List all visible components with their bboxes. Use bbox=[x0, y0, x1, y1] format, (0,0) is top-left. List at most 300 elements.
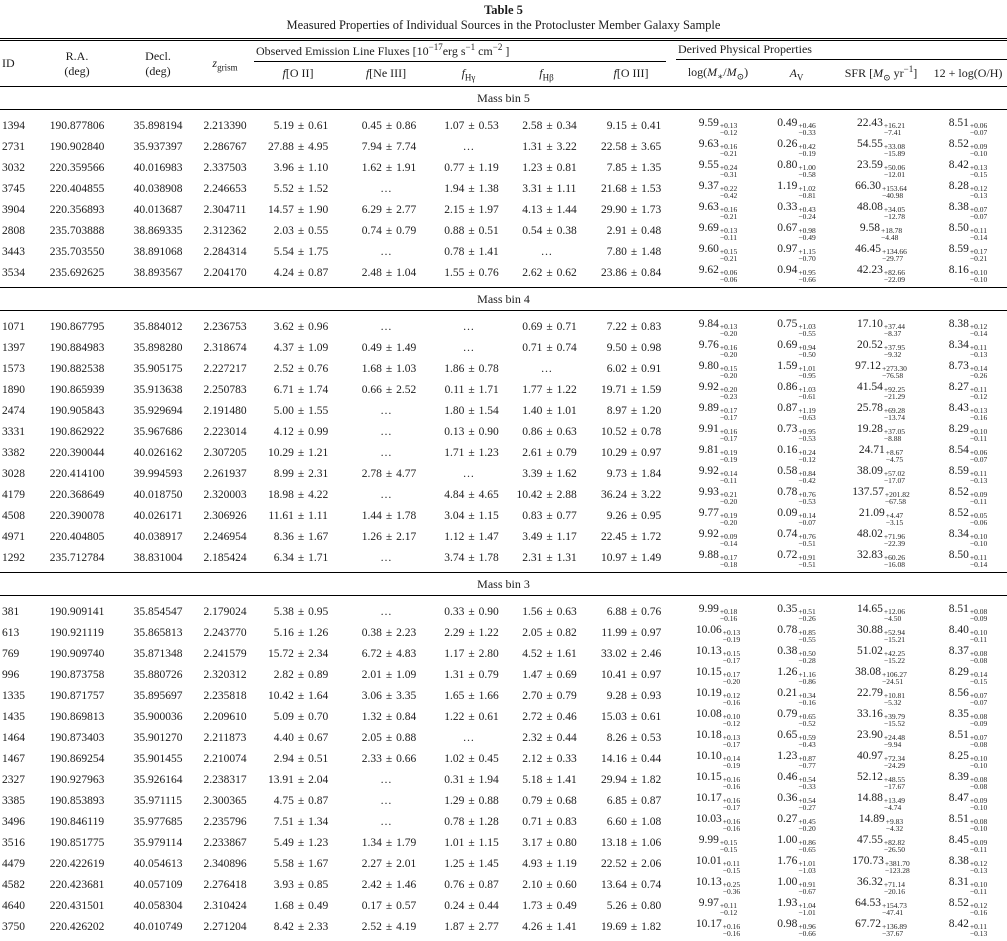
cell-dec: 35.977685 bbox=[133, 815, 183, 828]
cell-av: 1.23 +0.87 −0.77 bbox=[777, 750, 816, 771]
cell-f-oii: 3.96 ± 1.10 bbox=[273, 161, 329, 174]
cell-logmass: 9.93 +0.21 −0.20 bbox=[698, 486, 738, 507]
cell-av: 0.49 +0.46 −0.33 bbox=[777, 117, 816, 138]
cell-f-neiii: 1.68 ± 1.03 bbox=[361, 362, 417, 375]
cell-dec: 35.926164 bbox=[133, 773, 183, 786]
cell-sfr: 30.88 +52.94 −15.21 bbox=[857, 624, 905, 645]
cell-f-oiii: 5.26 ± 0.80 bbox=[606, 899, 662, 912]
cell-zgrism: 2.235796 bbox=[203, 815, 247, 828]
cell-f-oii: 27.88 ± 4.95 bbox=[267, 140, 329, 153]
cell-f-hgamma: 0.33 ± 0.90 bbox=[444, 605, 499, 618]
cell-sfr: 38.08 +106.27 −24.51 bbox=[855, 666, 907, 687]
cell-id: 3382 bbox=[2, 446, 25, 459]
table-row bbox=[0, 895, 1007, 916]
cell-ra: 190.873758 bbox=[49, 668, 105, 681]
cell-zgrism: 2.179024 bbox=[203, 605, 247, 618]
cell-id: 1292 bbox=[2, 551, 25, 564]
cell-dec: 40.026171 bbox=[133, 509, 183, 522]
cell-f-neiii: 6.29 ± 2.77 bbox=[361, 203, 417, 216]
col-header-id: ID bbox=[0, 40, 34, 87]
derived-group-header: Derived Physical Properties bbox=[676, 40, 1007, 63]
cell-sfr: 22.79 +10.81 −5.32 bbox=[857, 687, 905, 708]
cell-dec: 35.979114 bbox=[133, 836, 183, 849]
cell-f-oiii: 10.52 ± 0.78 bbox=[600, 425, 662, 438]
cell-id: 2474 bbox=[2, 404, 25, 417]
cell-f-oiii: 7.80 ± 1.48 bbox=[606, 245, 662, 258]
cell-ra: 190.873403 bbox=[49, 731, 105, 744]
cell-f-hbeta: 1.77 ± 1.22 bbox=[522, 383, 577, 396]
cell-logmass: 9.91 +0.16 −0.17 bbox=[698, 423, 738, 444]
cell-metallicity: 8.29 +0.10 −0.11 bbox=[948, 423, 988, 444]
cell-f-oiii: 7.22 ± 0.83 bbox=[606, 320, 662, 333]
cell-id: 3904 bbox=[2, 203, 25, 216]
cell-f-neiii: … bbox=[380, 446, 392, 459]
cell-f-hgamma: … bbox=[462, 140, 475, 153]
cell-f-hbeta: 2.12 ± 0.33 bbox=[522, 752, 577, 765]
cell-id: 4971 bbox=[2, 530, 25, 543]
cell-dec: 40.038917 bbox=[133, 530, 183, 543]
cell-zgrism: 2.210074 bbox=[203, 752, 247, 765]
cell-sfr: 41.54 +92.25 −21.29 bbox=[857, 381, 905, 402]
cell-f-oii: 5.54 ± 1.75 bbox=[273, 245, 329, 258]
cell-f-hgamma: 0.31 ± 1.94 bbox=[444, 773, 499, 786]
cell-f-oii: 6.71 ± 1.74 bbox=[273, 383, 329, 396]
cell-ra: 190.877806 bbox=[49, 119, 105, 132]
cell-logmass: 9.77 +0.19 −0.20 bbox=[698, 507, 738, 528]
cell-f-oiii: 19.69 ± 1.82 bbox=[600, 920, 662, 933]
cell-dec: 35.913638 bbox=[133, 383, 183, 396]
cell-id: 2327 bbox=[2, 773, 25, 786]
cell-f-oii: 6.34 ± 1.71 bbox=[273, 551, 329, 564]
table-row bbox=[0, 157, 1007, 178]
cell-f-oii: 13.91 ± 2.04 bbox=[267, 773, 329, 786]
cell-ra: 190.909740 bbox=[49, 647, 105, 660]
cell-sfr: 20.52 +37.95 −9.32 bbox=[857, 339, 905, 360]
cell-zgrism: 2.307205 bbox=[203, 446, 247, 459]
cell-metallicity: 8.25 +0.10 −0.10 bbox=[948, 750, 988, 771]
table-row bbox=[0, 220, 1007, 241]
cell-f-oii: 3.62 ± 0.96 bbox=[273, 320, 329, 333]
cell-f-oiii: 2.91 ± 0.48 bbox=[606, 224, 662, 237]
cell-metallicity: 8.51 +0.08 −0.09 bbox=[948, 603, 988, 624]
cell-f-oiii: 8.97 ± 1.20 bbox=[606, 404, 662, 417]
col-header-zgrism: $z_{grism}$ bbox=[196, 40, 254, 87]
cell-f-oii: 4.24 ± 0.87 bbox=[273, 266, 329, 279]
cell-f-neiii: 0.74 ± 0.79 bbox=[361, 224, 417, 237]
cell-dec: 40.016983 bbox=[133, 161, 183, 174]
cell-id: 381 bbox=[2, 605, 20, 618]
cell-av: 0.38 +0.50 −0.28 bbox=[777, 645, 816, 666]
cell-zgrism: 2.340896 bbox=[203, 857, 247, 870]
cell-metallicity: 8.38 +0.12 −0.14 bbox=[948, 318, 988, 339]
cell-sfr: 137.57 +201.82 −67.58 bbox=[852, 486, 910, 507]
cell-zgrism: 2.320312 bbox=[203, 668, 247, 681]
cell-logmass: 9.99 +0.15 −0.15 bbox=[698, 834, 738, 855]
cell-f-hbeta: 2.70 ± 0.79 bbox=[522, 689, 577, 702]
cell-metallicity: 8.52 +0.05 −0.06 bbox=[948, 507, 988, 528]
cell-metallicity: 8.34 +0.10 −0.10 bbox=[948, 528, 988, 549]
cell-sfr: 23.90 +24.48 −9.94 bbox=[857, 729, 905, 750]
cell-logmass: 9.37 +0.22 −0.42 bbox=[698, 180, 738, 201]
cell-metallicity: 8.51 +0.06 −0.07 bbox=[948, 117, 988, 138]
cell-f-oiii: 6.88 ± 0.76 bbox=[606, 605, 662, 618]
cell-zgrism: 2.227217 bbox=[203, 362, 247, 375]
cell-zgrism: 2.204170 bbox=[203, 266, 247, 279]
cell-metallicity: 8.37 +0.08 −0.08 bbox=[948, 645, 988, 666]
cell-f-oii: 5.00 ± 1.55 bbox=[273, 404, 329, 417]
cell-ra: 220.431501 bbox=[49, 899, 105, 912]
cell-f-oiii: 6.60 ± 1.08 bbox=[606, 815, 662, 828]
cell-sfr: 14.65 +12.06 −4.50 bbox=[857, 603, 905, 624]
cell-f-hgamma: 0.11 ± 1.71 bbox=[444, 383, 499, 396]
cell-logmass: 9.97 +0.11 −0.12 bbox=[698, 897, 738, 918]
cell-f-oiii: 9.50 ± 0.98 bbox=[606, 341, 662, 354]
cell-ra: 220.414100 bbox=[49, 467, 105, 480]
cell-f-oii: 11.61 ± 1.11 bbox=[268, 509, 328, 522]
cell-f-hgamma: 0.13 ± 0.90 bbox=[444, 425, 499, 438]
cell-f-neiii: 2.48 ± 1.04 bbox=[361, 266, 417, 279]
cell-metallicity: 8.35 +0.08 −0.09 bbox=[948, 708, 988, 729]
cell-logmass: 10.13 +0.25 −0.36 bbox=[695, 876, 741, 897]
table-row bbox=[0, 400, 1007, 421]
cell-f-neiii: … bbox=[380, 182, 392, 195]
cell-f-neiii: … bbox=[380, 320, 392, 333]
cell-f-neiii: 0.38 ± 2.23 bbox=[361, 626, 417, 639]
cell-av: 0.97 +1.15 −0.70 bbox=[777, 243, 816, 264]
table-row bbox=[0, 337, 1007, 358]
cell-f-hbeta: 2.05 ± 0.82 bbox=[522, 626, 577, 639]
section-label: Mass bin 4 bbox=[0, 288, 1007, 311]
section-label: Mass bin 3 bbox=[0, 573, 1007, 596]
cell-logmass: 9.69 +0.13 −0.11 bbox=[698, 222, 738, 243]
cell-av: 0.78 +0.85 −0.55 bbox=[777, 624, 816, 645]
table-header bbox=[0, 40, 1007, 87]
table-row bbox=[0, 136, 1007, 157]
table-caption: Measured Properties of Individual Sources in the Protocluster Member Galaxy Sample bbox=[286, 18, 721, 32]
cell-logmass: 9.84 +0.13 −0.20 bbox=[698, 318, 738, 339]
cell-ra: 190.905843 bbox=[49, 404, 105, 417]
cell-f-oii: 4.75 ± 0.87 bbox=[273, 794, 329, 807]
cell-f-hbeta: 1.40 ± 1.01 bbox=[522, 404, 577, 417]
cell-id: 1890 bbox=[2, 383, 25, 396]
cell-f-hgamma: 0.24 ± 0.44 bbox=[444, 899, 499, 912]
cell-zgrism: 2.271204 bbox=[203, 920, 247, 933]
cell-f-hbeta: 10.42 ± 2.88 bbox=[516, 488, 577, 501]
cell-f-oiii: 11.99 ± 0.97 bbox=[601, 626, 662, 639]
cell-dec: 35.884012 bbox=[133, 320, 183, 333]
col-header-metallicity: 12 + log(O/H) bbox=[929, 62, 1007, 87]
cell-av: 0.16 +0.24 −0.12 bbox=[777, 444, 816, 465]
cell-id: 996 bbox=[2, 668, 20, 681]
flux-group-header: Observed Emission Line Fluxes [$10^{-17}erg$ $s^{-1}$ $cm^{-2}$ ] bbox=[254, 40, 676, 63]
cell-f-neiii: 1.32 ± 0.84 bbox=[361, 710, 417, 723]
cell-f-hbeta: 5.18 ± 1.41 bbox=[522, 773, 577, 786]
cell-sfr: 42.23 +82.66 −22.09 bbox=[857, 264, 905, 285]
cell-dec: 35.895697 bbox=[133, 689, 183, 702]
cell-av: 0.98 +0.96 −0.66 bbox=[777, 918, 816, 939]
cell-ra: 220.404855 bbox=[49, 182, 105, 195]
cell-f-hgamma: 2.29 ± 1.22 bbox=[444, 626, 499, 639]
cell-av: 0.67 +0.98 −0.49 bbox=[777, 222, 816, 243]
cell-id: 4640 bbox=[2, 899, 25, 912]
cell-zgrism: 2.320003 bbox=[203, 488, 247, 501]
cell-dec: 38.869335 bbox=[133, 224, 183, 237]
cell-id: 3516 bbox=[2, 836, 25, 849]
col-header-sfr: SFR [$M_⊙$ $yr^{-1}$] bbox=[833, 62, 929, 87]
cell-ra: 190.865939 bbox=[49, 383, 105, 396]
cell-metallicity: 8.43 +0.13 −0.16 bbox=[948, 402, 988, 423]
cell-zgrism: 2.304711 bbox=[203, 203, 247, 216]
cell-av: 1.19 +1.02 −0.81 bbox=[777, 180, 816, 201]
cell-dec: 39.994593 bbox=[133, 467, 183, 480]
cell-f-neiii: 2.01 ± 1.09 bbox=[361, 668, 417, 681]
table-row bbox=[0, 199, 1007, 220]
cell-dec: 40.026162 bbox=[133, 446, 183, 459]
cell-id: 1435 bbox=[2, 710, 25, 723]
cell-f-hbeta: 1.56 ± 0.63 bbox=[522, 605, 577, 618]
table-row bbox=[0, 358, 1007, 379]
cell-logmass: 9.63 +0.16 −0.21 bbox=[698, 201, 738, 222]
cell-id: 1335 bbox=[2, 689, 25, 702]
cell-f-oii: 4.40 ± 0.67 bbox=[273, 731, 329, 744]
cell-f-neiii: … bbox=[380, 773, 392, 786]
cell-f-neiii: 2.27 ± 2.01 bbox=[361, 857, 417, 870]
cell-sfr: 19.28 +37.05 −8.88 bbox=[857, 423, 905, 444]
cell-f-hgamma: 1.55 ± 0.76 bbox=[444, 266, 499, 279]
cell-dec: 35.854547 bbox=[133, 605, 183, 618]
cell-logmass: 10.17 +0.16 −0.16 bbox=[695, 918, 741, 939]
cell-f-oiii: 36.24 ± 3.22 bbox=[600, 488, 662, 501]
cell-f-hgamma: 1.94 ± 1.38 bbox=[444, 182, 499, 195]
table-row bbox=[0, 685, 1007, 706]
cell-f-neiii: … bbox=[380, 605, 392, 618]
cell-ra: 190.884983 bbox=[49, 341, 105, 354]
cell-f-hbeta: 0.69 ± 0.71 bbox=[522, 320, 577, 333]
cell-av: 0.73 +0.95 −0.53 bbox=[777, 423, 816, 444]
cell-logmass: 10.18 +0.13 −0.17 bbox=[695, 729, 741, 750]
cell-f-hbeta: 4.13 ± 1.44 bbox=[522, 203, 577, 216]
cell-zgrism: 2.243770 bbox=[203, 626, 247, 639]
cell-f-hbeta: 3.49 ± 1.17 bbox=[522, 530, 577, 543]
cell-f-neiii: … bbox=[380, 815, 392, 828]
cell-f-oiii: 13.64 ± 0.74 bbox=[600, 878, 662, 891]
cell-zgrism: 2.310424 bbox=[203, 899, 247, 912]
cell-zgrism: 2.233867 bbox=[203, 836, 247, 849]
table-row bbox=[0, 505, 1007, 526]
cell-f-neiii: … bbox=[380, 245, 392, 258]
cell-id: 3385 bbox=[2, 794, 25, 807]
cell-id: 4479 bbox=[2, 857, 25, 870]
cell-logmass: 9.60 +0.15 −0.21 bbox=[698, 243, 738, 264]
cell-f-neiii: 2.05 ± 0.88 bbox=[361, 731, 417, 744]
group-header-row bbox=[0, 40, 1007, 63]
cell-f-oiii: 6.02 ± 0.91 bbox=[606, 362, 662, 375]
cell-sfr: 64.53 +154.73 −47.41 bbox=[855, 897, 907, 918]
cell-zgrism: 2.312362 bbox=[203, 224, 247, 237]
cell-f-hgamma: 2.15 ± 1.97 bbox=[444, 203, 499, 216]
table-row bbox=[0, 664, 1007, 685]
cell-zgrism: 2.241579 bbox=[203, 647, 247, 660]
cell-id: 1573 bbox=[2, 362, 25, 375]
table-row bbox=[0, 526, 1007, 547]
cell-metallicity: 8.45 +0.09 −0.11 bbox=[948, 834, 988, 855]
cell-sfr: 14.89 +9.83 −4.32 bbox=[858, 813, 904, 834]
cell-f-hbeta: 0.71 ± 0.74 bbox=[522, 341, 577, 354]
cell-f-hbeta: … bbox=[540, 362, 553, 375]
cell-av: 0.27 +0.45 −0.20 bbox=[777, 813, 816, 834]
cell-dec: 35.898194 bbox=[133, 119, 183, 132]
cell-dec: 35.937397 bbox=[133, 140, 183, 153]
cell-metallicity: 8.52 +0.09 −0.11 bbox=[948, 486, 988, 507]
cell-dec: 35.898280 bbox=[133, 341, 183, 354]
cell-f-oiii: 14.16 ± 0.44 bbox=[600, 752, 662, 765]
cell-sfr: 14.88 +13.49 −4.74 bbox=[857, 792, 905, 813]
cell-logmass: 9.76 +0.16 −0.20 bbox=[698, 339, 738, 360]
cell-f-hbeta: 4.26 ± 1.41 bbox=[522, 920, 577, 933]
cell-logmass: 9.80 +0.15 −0.20 bbox=[698, 360, 738, 381]
cell-zgrism: 2.185424 bbox=[203, 551, 247, 564]
cell-f-oiii: 6.85 ± 0.87 bbox=[606, 794, 662, 807]
cell-av: 0.72 +0.91 −0.51 bbox=[777, 549, 816, 570]
cell-metallicity: 8.28 +0.12 −0.13 bbox=[948, 180, 988, 201]
table-row bbox=[0, 853, 1007, 874]
table-row bbox=[0, 832, 1007, 853]
cell-av: 0.33 +0.43 −0.24 bbox=[777, 201, 816, 222]
title-block bbox=[0, 0, 1007, 33]
cell-f-oiii: 29.94 ± 1.82 bbox=[600, 773, 662, 786]
cell-ra: 220.404805 bbox=[49, 530, 105, 543]
cell-id: 3028 bbox=[2, 467, 25, 480]
cell-zgrism: 2.261937 bbox=[203, 467, 247, 480]
cell-id: 4179 bbox=[2, 488, 25, 501]
cell-ra: 190.871757 bbox=[49, 689, 105, 702]
table-row bbox=[0, 727, 1007, 748]
cell-zgrism: 2.246954 bbox=[203, 530, 247, 543]
table-row bbox=[0, 262, 1007, 288]
cell-f-hgamma: 0.78 ± 1.28 bbox=[444, 815, 499, 828]
cell-f-neiii: 2.78 ± 4.77 bbox=[361, 467, 417, 480]
section-header-row bbox=[0, 573, 1007, 596]
cell-dec: 40.058304 bbox=[133, 899, 183, 912]
cell-f-hbeta: 2.61 ± 0.79 bbox=[522, 446, 577, 459]
cell-sfr: 38.09 +57.02 −17.07 bbox=[857, 465, 905, 486]
cell-f-hbeta: 2.31 ± 1.31 bbox=[522, 551, 577, 564]
cell-metallicity: 8.42 +0.13 −0.15 bbox=[948, 159, 988, 180]
cell-av: 0.86 +1.03 −0.61 bbox=[777, 381, 816, 402]
cell-f-neiii: 1.26 ± 2.17 bbox=[361, 530, 417, 543]
cell-id: 769 bbox=[2, 647, 20, 660]
col-header-av: $A_V$ bbox=[760, 62, 833, 87]
cell-f-neiii: 0.49 ± 1.49 bbox=[361, 341, 417, 354]
cell-f-neiii: 2.33 ± 0.66 bbox=[361, 752, 417, 765]
cell-sfr: 24.71 +8.67 −4.75 bbox=[858, 444, 904, 465]
cell-ra: 220.422619 bbox=[49, 857, 105, 870]
table-row bbox=[0, 442, 1007, 463]
cell-f-neiii: 0.66 ± 2.52 bbox=[361, 383, 417, 396]
cell-f-hbeta: 1.47 ± 0.69 bbox=[522, 668, 577, 681]
col-header-ra: R.A. (deg) bbox=[34, 40, 120, 87]
cell-metallicity: 8.31 +0.10 −0.11 bbox=[948, 876, 988, 897]
cell-ra: 190.853893 bbox=[49, 794, 105, 807]
cell-id: 4582 bbox=[2, 878, 25, 891]
cell-f-neiii: … bbox=[380, 425, 392, 438]
cell-logmass: 10.19 +0.12 −0.16 bbox=[695, 687, 741, 708]
cell-ra: 220.359566 bbox=[49, 161, 105, 174]
cell-f-neiii: 2.52 ± 4.19 bbox=[361, 920, 417, 933]
cell-f-hbeta: 0.71 ± 0.83 bbox=[522, 815, 577, 828]
cell-f-hbeta: 2.10 ± 0.60 bbox=[522, 878, 577, 891]
cell-id: 613 bbox=[2, 626, 20, 639]
cell-av: 1.00 +0.86 −0.65 bbox=[777, 834, 816, 855]
cell-id: 1394 bbox=[2, 119, 25, 132]
cell-dec: 35.967686 bbox=[133, 425, 183, 438]
cell-id: 4508 bbox=[2, 509, 25, 522]
col-header-fhgamma: $f_{H\gamma}$ bbox=[430, 62, 507, 87]
cell-ra: 190.851775 bbox=[49, 836, 105, 849]
cell-f-oiii: 7.85 ± 1.35 bbox=[606, 161, 662, 174]
cell-av: 0.75 +1.03 −0.55 bbox=[777, 318, 816, 339]
cell-av: 1.59 +1.01 −0.95 bbox=[777, 360, 816, 381]
cell-logmass: 9.89 +0.17 −0.17 bbox=[698, 402, 738, 423]
cell-sfr: 52.12 +48.55 −17.67 bbox=[857, 771, 905, 792]
cell-zgrism: 2.284314 bbox=[203, 245, 247, 258]
cell-f-oiii: 8.26 ± 0.53 bbox=[606, 731, 662, 744]
table-row bbox=[0, 596, 1007, 623]
cell-sfr: 9.58 +18.78 −4.48 bbox=[859, 222, 903, 243]
cell-f-hgamma: … bbox=[462, 467, 475, 480]
cell-f-oiii: 13.18 ± 1.06 bbox=[600, 836, 662, 849]
cell-f-hgamma: 1.02 ± 0.45 bbox=[444, 752, 499, 765]
cell-logmass: 10.15 +0.16 −0.16 bbox=[695, 771, 741, 792]
cell-f-hbeta: 2.32 ± 0.44 bbox=[522, 731, 577, 744]
cell-metallicity: 8.16 +0.10 −0.10 bbox=[948, 264, 988, 285]
cell-ra: 220.390078 bbox=[49, 509, 105, 522]
table-row bbox=[0, 622, 1007, 643]
cell-dec: 40.018750 bbox=[133, 488, 183, 501]
cell-ra: 235.692625 bbox=[49, 266, 105, 279]
col-header-dec: Decl. (deg) bbox=[120, 40, 196, 87]
cell-av: 0.80 +1.00 −0.58 bbox=[777, 159, 816, 180]
cell-sfr: 67.72 +136.89 −37.67 bbox=[855, 918, 907, 939]
cell-f-neiii: … bbox=[380, 404, 392, 417]
cell-id: 1397 bbox=[2, 341, 25, 354]
cell-f-oii: 5.58 ± 1.67 bbox=[273, 857, 329, 870]
cell-f-oii: 5.52 ± 1.52 bbox=[273, 182, 329, 195]
cell-f-hgamma: 1.87 ± 2.77 bbox=[444, 920, 499, 933]
cell-ra: 190.867795 bbox=[49, 320, 105, 333]
cell-ra: 190.921119 bbox=[50, 626, 104, 639]
cell-f-oiii: 22.58 ± 3.65 bbox=[600, 140, 662, 153]
cell-f-oii: 1.68 ± 0.49 bbox=[273, 899, 329, 912]
cell-zgrism: 2.306926 bbox=[203, 509, 247, 522]
cell-f-hgamma: 0.76 ± 0.87 bbox=[444, 878, 499, 891]
cell-f-hgamma: … bbox=[462, 341, 475, 354]
cell-f-oiii: 10.29 ± 0.97 bbox=[600, 446, 662, 459]
cell-f-oii: 15.72 ± 2.34 bbox=[267, 647, 329, 660]
cell-sfr: 40.97 +72.34 −24.29 bbox=[857, 750, 905, 771]
cell-metallicity: 8.50 +0.11 −0.14 bbox=[948, 549, 988, 570]
col-header-foiii: f[O III] bbox=[586, 62, 676, 87]
cell-zgrism: 2.238317 bbox=[203, 773, 247, 786]
measurements-table bbox=[0, 38, 1007, 941]
table-row bbox=[0, 643, 1007, 664]
table-body bbox=[0, 87, 1007, 941]
table-row bbox=[0, 463, 1007, 484]
cell-ra: 220.368649 bbox=[49, 488, 105, 501]
cell-f-oiii: 29.90 ± 1.73 bbox=[600, 203, 662, 216]
cell-f-oii: 2.03 ± 0.55 bbox=[273, 224, 329, 237]
cell-f-oiii: 10.97 ± 1.49 bbox=[600, 551, 662, 564]
